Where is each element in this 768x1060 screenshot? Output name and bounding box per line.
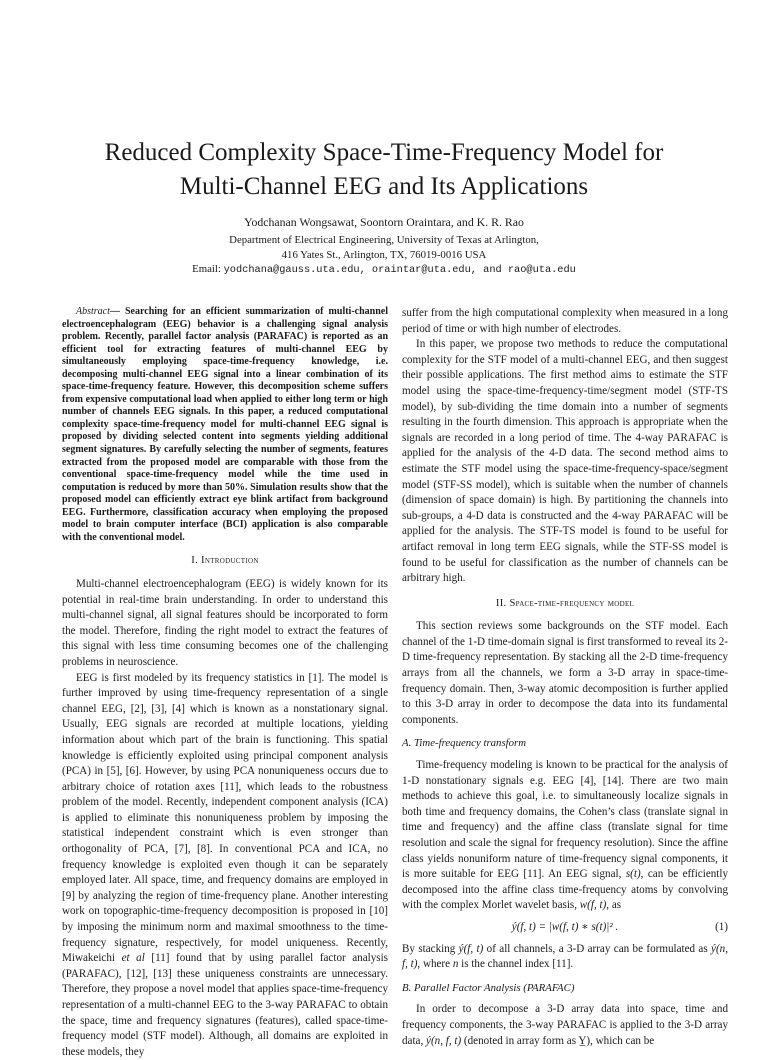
math-symbol: ý(n, f, t): [402, 942, 728, 971]
parafac-paragraph-1: [402, 1002, 728, 1049]
title-line-2: Multi-Channel EEG and Its Applications: [179, 173, 589, 200]
affiliation-block: [40, 233, 728, 278]
title-line-1: Reduced Complexity Space-Time-Frequency Model for: [104, 139, 664, 166]
affiliation-line-2: 416 Yates St., Arlington, TX, 76019-0016 USA: [281, 248, 487, 261]
math-symbol: s(t): [625, 868, 641, 881]
text-run: of all channels, a 3-D array can be formulated as: [483, 942, 712, 955]
email-line: [40, 262, 728, 278]
math-symbol: n: [452, 958, 459, 971]
section-numeral: I.: [191, 555, 202, 567]
math-symbol: ý(n, f, t): [426, 1034, 462, 1047]
section-title: Space-time-frequency model: [509, 597, 635, 609]
equation-number: (1): [715, 920, 728, 933]
text-run: , can be efficiently decomposed into the affine class time-frequency atoms by convolving with the complex Morlet wavelet basis,: [402, 868, 728, 912]
section-heading-introduction: [62, 553, 388, 569]
math-symbol: ý(f, t): [458, 942, 484, 955]
equation-1: [402, 920, 728, 936]
paper-title: [40, 136, 728, 204]
intro-paragraph-3: In this paper, we propose two methods to reduce the computational complexity for the STF model of a multi-channel EEG, and then suggest their possible applications. The first method aims to estimate the STF model using the space-time-frequency-time/segment model (STF-TS model), by sub-dividing the time domain into a number of segments resulting in the fourth dimension. This approach is appropriate when the signals are recorded in a long period of time. The 4-way PARAFAC is applied for the analysis of the 4-D data. The second method aims to estimate the STF model using the space-time-frequency-space/segment model (STF-SS model), which is suitable when the number of channels (dimension of space domain) is high. By partitioning the channels into sub-groups, a 4-D data is constructed and the 4-way PARAFAC will be applied for the analysis. The STF-TS model is found to be useful for artifact removal in long term EEG signals, while the STF-SS model is found to be useful for classification as the number of channels can be arbitrary high.: [402, 338, 728, 585]
text-run: , where: [417, 958, 453, 971]
abstract-paragraph: [62, 306, 388, 544]
italic-run: et al: [121, 952, 145, 965]
text-run: In order to decompose a 3-D array data into space, time and frequency components, the 3-way PARAFAC is applied to the 3-D array data,: [402, 1003, 728, 1047]
text-run: EEG is first modeled by its frequency statistics in [1]. The model is further improved by using time-frequency representation of a single channel EEG, [2], [3], [4] which is known as a nonstationary signal. Usually, EEG signals are recorded at multiple locations, yielding information about which part of the brain is functioning. This spatial knowledge is efficiently exploited using principal component analysis (PCA) in [5], [6]. However, by using PCA nonuniqueness occurs due to arbitrary choice of rotation axes [11], which leads to the robustness problem of the model. Recently, independent component analysis (ICA) is applied to eliminate this nonuniqueness problem by imposing the statistical independent constraint which is even stronger than orthogonality of PCA, [7], [8]. In conventional PCA and ICA, no frequency knowledge is exploited even though it can be separately employed later. All space, time, and frequency domains are employed in [9] by analyzing the region of time-frequency plane. Another interesting work on topographic-time-frequency decomposition is proposed in [10] by imposing the minimum norm and maximal smoothness to the time-frequency signature, respectively, for model uniqueness. Recently, Miwakeichi: [62, 671, 388, 965]
intro-paragraph-1: Multi-channel electroencephalogram (EEG) is widely known for its potential in real-time brain understanding. In order to understand this multi-channel signal, all signal features should be incorporated to form the model. Therefore, finding the right model to extract the features of this signal with less time consuming becomes one of the challenging problems in neuroscience.: [62, 577, 388, 668]
email-label: Email:: [192, 263, 224, 275]
intro-paragraph-2: [62, 671, 388, 1060]
email-addresses: yodchana@gauss.uta.edu, oraintar@uta.edu, and rao@uta.edu: [223, 264, 576, 276]
abstract-label: Abstract: [76, 306, 110, 317]
subsection-heading-time-frequency: A. Time-frequency transform: [402, 737, 527, 750]
author-list: Yodchanan Wongsawat, Soontorn Oraintara, and K. R. Rao: [244, 215, 524, 229]
section-heading-stf-model: [402, 596, 728, 612]
text-run: Time-frequency modeling is known to be practical for the analysis of 1-D nonstationary signals e.g. EEG [4], [14]. There are two main methods to achieve this goal, i.e. to simultaneously localize signals in both time and frequency domains, the Cohen’s class (translate signal in time and frequency) and the affine class (translate signal for time resolution and scale the signal for frequency resolution). Since the affine class yields nonuniform nature of time-frequency signal components, it is more suitable for EEG [11]. An EEG signal,: [402, 759, 728, 881]
left-column: [62, 306, 388, 1060]
subsection-heading-parafac: B. Parallel Factor Analysis (PARAFAC): [402, 981, 575, 994]
stf-paragraph-1: This section reviews some backgrounds on the STF model. Each channel of the 1-D time-domain signal is first transformed to reveal its 2-D time-frequency representation. By stacking all the 2-D time-frequency arrays from all the channels, we form a 3-D array in space-time-frequency domain. Then, 3-way atomic decomposition is further applied to this 3-D array in order to decompose the data into its fundamental components.: [402, 620, 728, 726]
math-symbol: w(f, t): [579, 899, 607, 912]
section-numeral: II.: [495, 597, 510, 609]
text-run: , as: [606, 899, 622, 912]
equation-body: ý(f, t) = |w(f, t) ∗ s(t)|² .: [511, 920, 619, 933]
continued-paragraph: suffer from the high computational complexity when measured in a long period of time or with high number of electrodes.: [402, 307, 728, 335]
section-title: Introduction: [201, 555, 259, 567]
abstract-text: — Searching for an efficient summarization of multi-channel electroencephalogram (EEG) behavior is a challenging signal analysis problem. Recently, parallel factor analysis (PARAFAC) is reported as an efficient tool for extracting features of multi-channel EEG by simultaneously employing space-time-frequency knowledge, i.e. decomposing multi-channel EEG signal into a linear combination of its space-time-frequency feature. However, this decomposition scheme suffers from expensive computational load when applied to either long term or high number of channels EEG signals. In this paper, a reduced computational complexity space-time-frequency model for multi-channel EEG signal is proposed by dividing selected content into segments yielding additional segment signatures. By carefully selecting the number of segments, features extracted from the proposed model are comparable with those from the conventional space-time-frequency model while the time used in computation is reduced by more than 50%. Simulation results show that the proposed model can efficiently extract eye blink artifact from background EEG. Furthermore, classification accuracy when employing the proposed model to brain computer interface (BCI) application is also comparable with the conventional model.: [62, 306, 388, 543]
text-run: is the channel index [11].: [458, 958, 574, 971]
text-run: [11] found that by using parallel factor analysis (PARAFAC), [12], [13] these uniqueness constraints are unnecessary. Therefore, they propose a novel model that applies space-time-frequency representation of a multi-channel EEG to the 3-way PARAFAC to obtain the space, time and frequency signatures (features), called space-time-frequency model (STF model). Although, all domains are exploited in these models, they: [62, 952, 388, 1058]
tf-paragraph-1: [402, 758, 728, 914]
text-run: (denoted in array form as Y̲), which can be: [461, 1034, 655, 1047]
text-run: By stacking: [402, 942, 459, 955]
affiliation-line-1: Department of Electrical Engineering, University of Texas at Arlington,: [229, 234, 539, 246]
right-column: [402, 306, 728, 1049]
stacking-paragraph: [402, 942, 728, 973]
